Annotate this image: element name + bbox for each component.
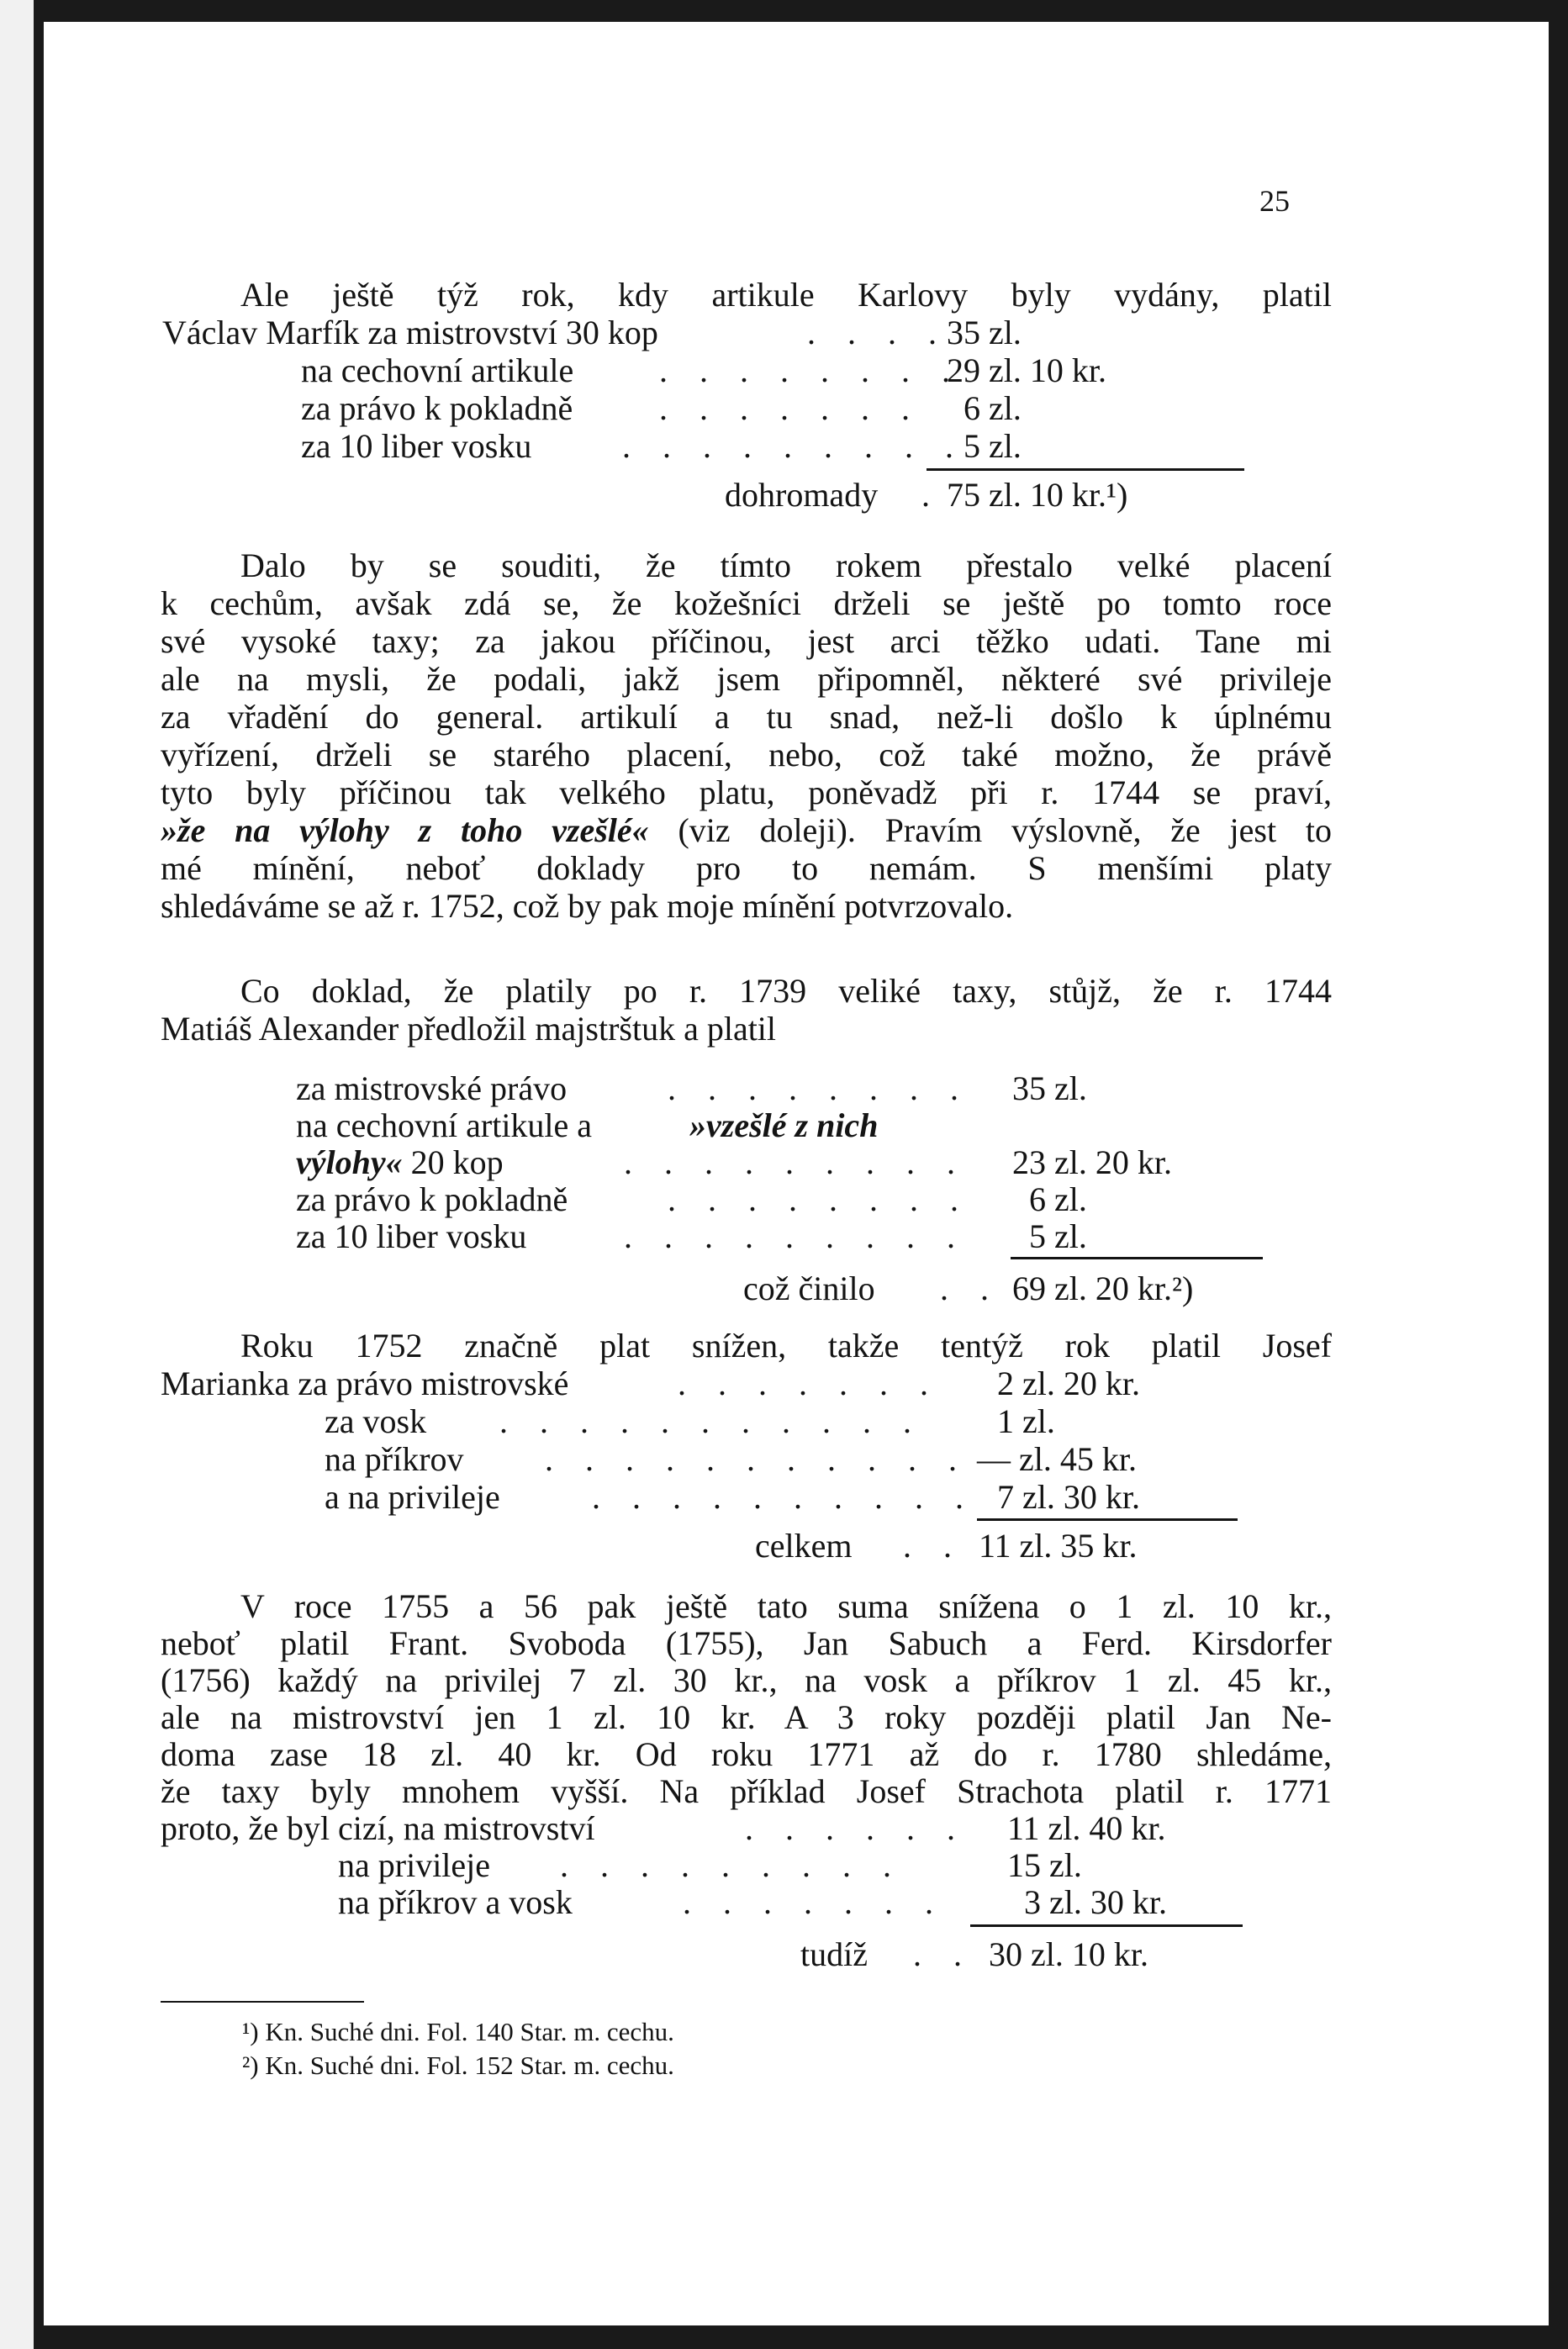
para3-total-dots: . . (940, 1270, 1000, 1307)
footnote (242, 2016, 674, 2047)
para5-intro-dots: . . . . . . (745, 1809, 967, 1847)
page-number: 25 (1259, 184, 1290, 218)
para3-item-label: na cechovní artikule a (296, 1106, 593, 1144)
para5-line: že taxy byly mnohem vyšší. Na příklad Josef Strachota platil r. 1771 (161, 1772, 1332, 1810)
para1-item-label: za 10 liber vosku (301, 427, 532, 465)
para4-total-label: celkem (755, 1527, 853, 1565)
para3-item-dots: . . . . . . . . (668, 1180, 970, 1218)
para3-item-amount: 35 zl. (1012, 1069, 1087, 1107)
para1-item-dots: . . . . . . . . (659, 351, 962, 389)
quoted-phrase: »vzešlé z nich (689, 1106, 879, 1144)
footnote (242, 2050, 674, 2081)
para5-item-label: na příkrov a vosk (338, 1883, 573, 1921)
scan-edge (0, 0, 34, 2349)
para1-item-dots: . . . . . . . (659, 389, 921, 427)
para1-total-label: dohromady (725, 476, 879, 514)
para5-total-amount: 30 zl. 10 kr. (989, 1935, 1148, 1973)
quoted-phrase: »že na výlohy z toho vzešlé« (161, 811, 649, 849)
para2-line: Dalo by se souditi, že tímto rokem přestalo velké placení (240, 546, 1332, 584)
para4-item-amount: — zl. 45 kr. (977, 1440, 1137, 1478)
para5-line: doma zase 18 zl. 40 kr. Od roku 1771 až do r. 1780 shledáme, (161, 1735, 1332, 1773)
para3-item-amount: 6 zl. (1029, 1180, 1087, 1218)
para5-item-amount: 3 zl. 30 kr. (1024, 1883, 1167, 1921)
para4-item-label: a na privileje (325, 1478, 500, 1516)
para4-item-label: za vosk (325, 1402, 427, 1440)
para1-total-amount: 75 zl. 10 kr.¹) (947, 476, 1128, 514)
para2-line-rest: (viz doleji). Pravím výslovně, že jest to (678, 811, 1333, 849)
para3-item-dots: . . . . . . . . . (624, 1143, 967, 1181)
para4-item-label: na příkrov (325, 1440, 464, 1478)
para5-total-dots: . . (913, 1935, 974, 1973)
para1-item-amount: 5 zl. (964, 427, 1022, 465)
footnote-mark: ²) (242, 2051, 259, 2080)
para4-intro-amount: 2 zl. 20 kr. (997, 1365, 1140, 1402)
para3-item-label: 20 kop (410, 1143, 504, 1181)
para5-item-amount: 15 zl. (1007, 1846, 1082, 1884)
para2-line-last: shledáváme se až r. 1752, což by pak moje mínění potvrzovalo. (161, 887, 1014, 925)
sum-rule (977, 1518, 1238, 1521)
sum-rule (927, 468, 1244, 471)
para5-line: ale na mistrovství jen 1 zl. 10 kr. A 3 roky později platil Jan Ne- (161, 1698, 1332, 1736)
para3-total-amount: 69 zl. 20 kr.²) (1012, 1270, 1194, 1307)
para3-line: Co doklad, že platily po r. 1739 veliké taxy, stůjž, že r. 1744 (240, 972, 1332, 1010)
para5-item-dots: . . . . . . . . . (560, 1846, 903, 1884)
para5-line: neboť platil Frant. Svoboda (1755), Jan Sabuch a Ferd. Kirsdorfer (161, 1624, 1332, 1662)
para1-line1: Ale ještě týž rok, kdy artikule Karlovy byly vydány, platil (240, 276, 1332, 314)
quoted-phrase: výlohy« (296, 1143, 403, 1181)
para4-item-amount: 7 zl. 30 kr. (997, 1478, 1140, 1516)
para1-item-label: na cechovní artikule (301, 351, 574, 389)
para2-line: mé mínění, neboť doklady pro to nemám. S menšími platy (161, 849, 1332, 887)
para1-intro-dots: . . . . (807, 314, 948, 351)
para3-item-label: za mistrovské právo (296, 1069, 568, 1107)
para3-item-dots: . . . . . . . . (668, 1069, 970, 1107)
para1-item-label: za právo k pokladně (301, 389, 573, 427)
para1-intro-amount: 35 zl. (947, 314, 1022, 351)
sum-rule (1011, 1257, 1263, 1259)
footnote-mark: ¹) (242, 2017, 259, 2046)
para2-line: vyřízení, drželi se starého placení, nebo, což také možno, že právě (161, 736, 1332, 773)
para1-item-amount: 29 zl. 10 kr. (947, 351, 1106, 389)
para2-line-quote (161, 811, 1332, 849)
para5-line: (1756) každý na privilej 7 zl. 30 kr., na vosk a příkrov 1 zl. 45 kr., (161, 1661, 1332, 1699)
para3-item-quote-label (296, 1143, 504, 1181)
para1-total-dot: . (921, 476, 930, 514)
para5-item-dots: . . . . . . . (683, 1883, 945, 1921)
para3-item-amount: 23 zl. 20 kr. (1012, 1143, 1172, 1181)
para5-intro-label: proto, že byl cizí, na mistrovství (161, 1809, 595, 1847)
para1-intro-label: Václav Marfík za mistrovství 30 kop (162, 314, 658, 351)
footnote-text: Kn. Suché dni. Fol. 140 Star. m. cechu. (265, 2017, 674, 2046)
para3-item-dots: . . . . . . . . . (624, 1217, 967, 1255)
para2-line: za vřadění do general. artikulí a tu snad, než-li došlo k úplnému (161, 698, 1332, 736)
para3-item-label: za právo k pokladně (296, 1180, 568, 1218)
para4-line: Roku 1752 značně plat snížen, takže tentýž rok platil Josef (240, 1327, 1332, 1365)
para2-line: k cechům, avšak zdá se, že kožešníci drželi se ještě po tomto roce (161, 584, 1332, 622)
para4-item-amount: 1 zl. (997, 1402, 1055, 1440)
para4-total-dots: . . (903, 1527, 964, 1565)
para5-line: V roce 1755 a 56 pak ještě tato suma snížena o 1 zl. 10 kr., (240, 1587, 1332, 1625)
footnote-separator (161, 2001, 364, 2003)
para4-intro-label: Marianka za právo mistrovské (161, 1365, 569, 1402)
para4-item-dots: . . . . . . . . . . . (545, 1440, 969, 1478)
book-page (44, 22, 1549, 2325)
para5-item-label: na privileje (338, 1846, 491, 1884)
para1-intro-line (162, 314, 658, 351)
para4-total-amount: 11 zl. 35 kr. (979, 1527, 1138, 1565)
para2-line: své vysoké taxy; za jakou příčinou, jest arci těžko udati. Tane mi (161, 622, 1332, 660)
para3-line: Matiáš Alexander předložil majstrštuk a platil (161, 1010, 777, 1048)
para5-intro-amount: 11 zl. 40 kr. (1007, 1809, 1166, 1847)
para3-total-label: což činilo (743, 1270, 875, 1307)
para3-item-amount: 5 zl. (1029, 1217, 1087, 1255)
para2-line: ale na mysli, že podali, jakž jsem připomněl, některé své privileje (161, 660, 1332, 698)
para3-item-label: za 10 liber vosku (296, 1217, 527, 1255)
para3-item-quote (689, 1106, 878, 1144)
para1-item-dots: . . . . . . . . . (622, 427, 965, 465)
sum-rule (970, 1924, 1243, 1927)
para2-line: tyto byly příčinou tak velkého platu, poněvadž při r. 1744 se praví, (161, 773, 1332, 811)
para5-total-label: tudíž (800, 1935, 868, 1973)
para4-intro-dots: . . . . . . . (678, 1365, 940, 1402)
para1-item-amount: 6 zl. (964, 389, 1022, 427)
para4-item-dots: . . . . . . . . . . . (499, 1402, 923, 1440)
para4-item-dots: . . . . . . . . . . (592, 1478, 975, 1516)
footnote-text: Kn. Suché dni. Fol. 152 Star. m. cechu. (265, 2051, 674, 2080)
